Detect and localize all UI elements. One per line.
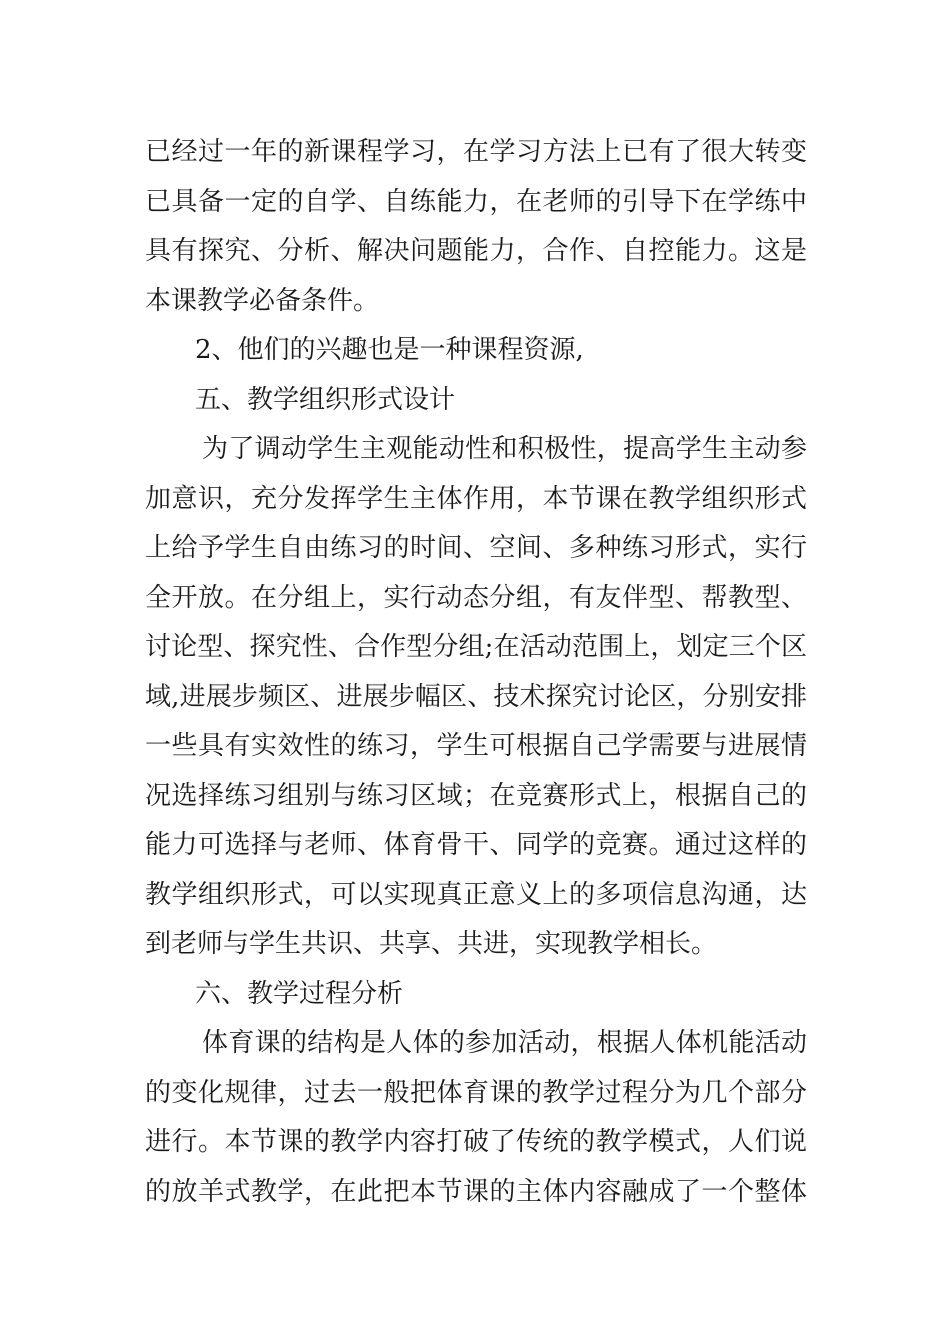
text-line: 为了调动学生主观能动性和积极性，提高学生主动参 xyxy=(202,434,807,464)
text-line: 到老师与学生共识、共享、共进，实现教学相长。 xyxy=(145,929,718,959)
text-line: 全开放。在分组上，实行动态分组，有友伴型、帮教型、 xyxy=(145,582,807,613)
text-line: 的放羊式教学，在此把本节课的主体内容融成了一个整体 xyxy=(145,1176,807,1207)
text-line: 体育课的结构是人体的参加活动，根据人体机能活动 xyxy=(202,1028,807,1058)
text-line: 能力可选择与老师、体育骨干、同学的竞赛。通过这样的 xyxy=(145,830,807,860)
text-line: 本课教学必备条件。 xyxy=(145,285,380,316)
document-page xyxy=(145,128,807,1217)
text-line: 教学组织形式，可以实现真正意义上的多项信息沟通，达 xyxy=(145,879,807,910)
text-line: 一些具有实效性的练习，学生可根据自己学需要与进展情 xyxy=(145,731,807,761)
text-line: 已具备一定的自学、自练能力，在老师的引导下在学练中 xyxy=(145,186,807,217)
text-line: 已经过一年的新课程学习，在学习方法上已有了很大转变 xyxy=(145,137,807,167)
list-item: 2、他们的兴趣也是一种课程资源, xyxy=(195,335,584,365)
text-line: 上给予学生自由练习的时间、空间、多种练习形式，实行 xyxy=(145,533,807,563)
text-line: 的变化规律，过去一般把体育课的教学过程分为几个部分 xyxy=(145,1077,807,1108)
section-heading: 五、教学组织形式设计 xyxy=(195,384,456,415)
text-line: 域,进展步频区、进展步幅区、技术探究讨论区，分别安排 xyxy=(145,681,807,712)
text-line: 加意识，充分发挥学生主体作用，本节课在教学组织形式 xyxy=(145,483,807,514)
text-line: 况选择练习组别与练习区域；在竞赛形式上，根据自己的 xyxy=(145,780,807,811)
text-line: 讨论型、探究性、合作型分组;在活动范围上，划定三个区 xyxy=(145,632,807,662)
section-heading: 六、教学过程分析 xyxy=(195,978,404,1009)
text-line: 具有探究、分析、解决问题能力，合作、自控能力。这是 xyxy=(145,236,807,266)
text-line: 进行。本节课的教学内容打破了传统的教学模式，人们说 xyxy=(145,1127,807,1157)
